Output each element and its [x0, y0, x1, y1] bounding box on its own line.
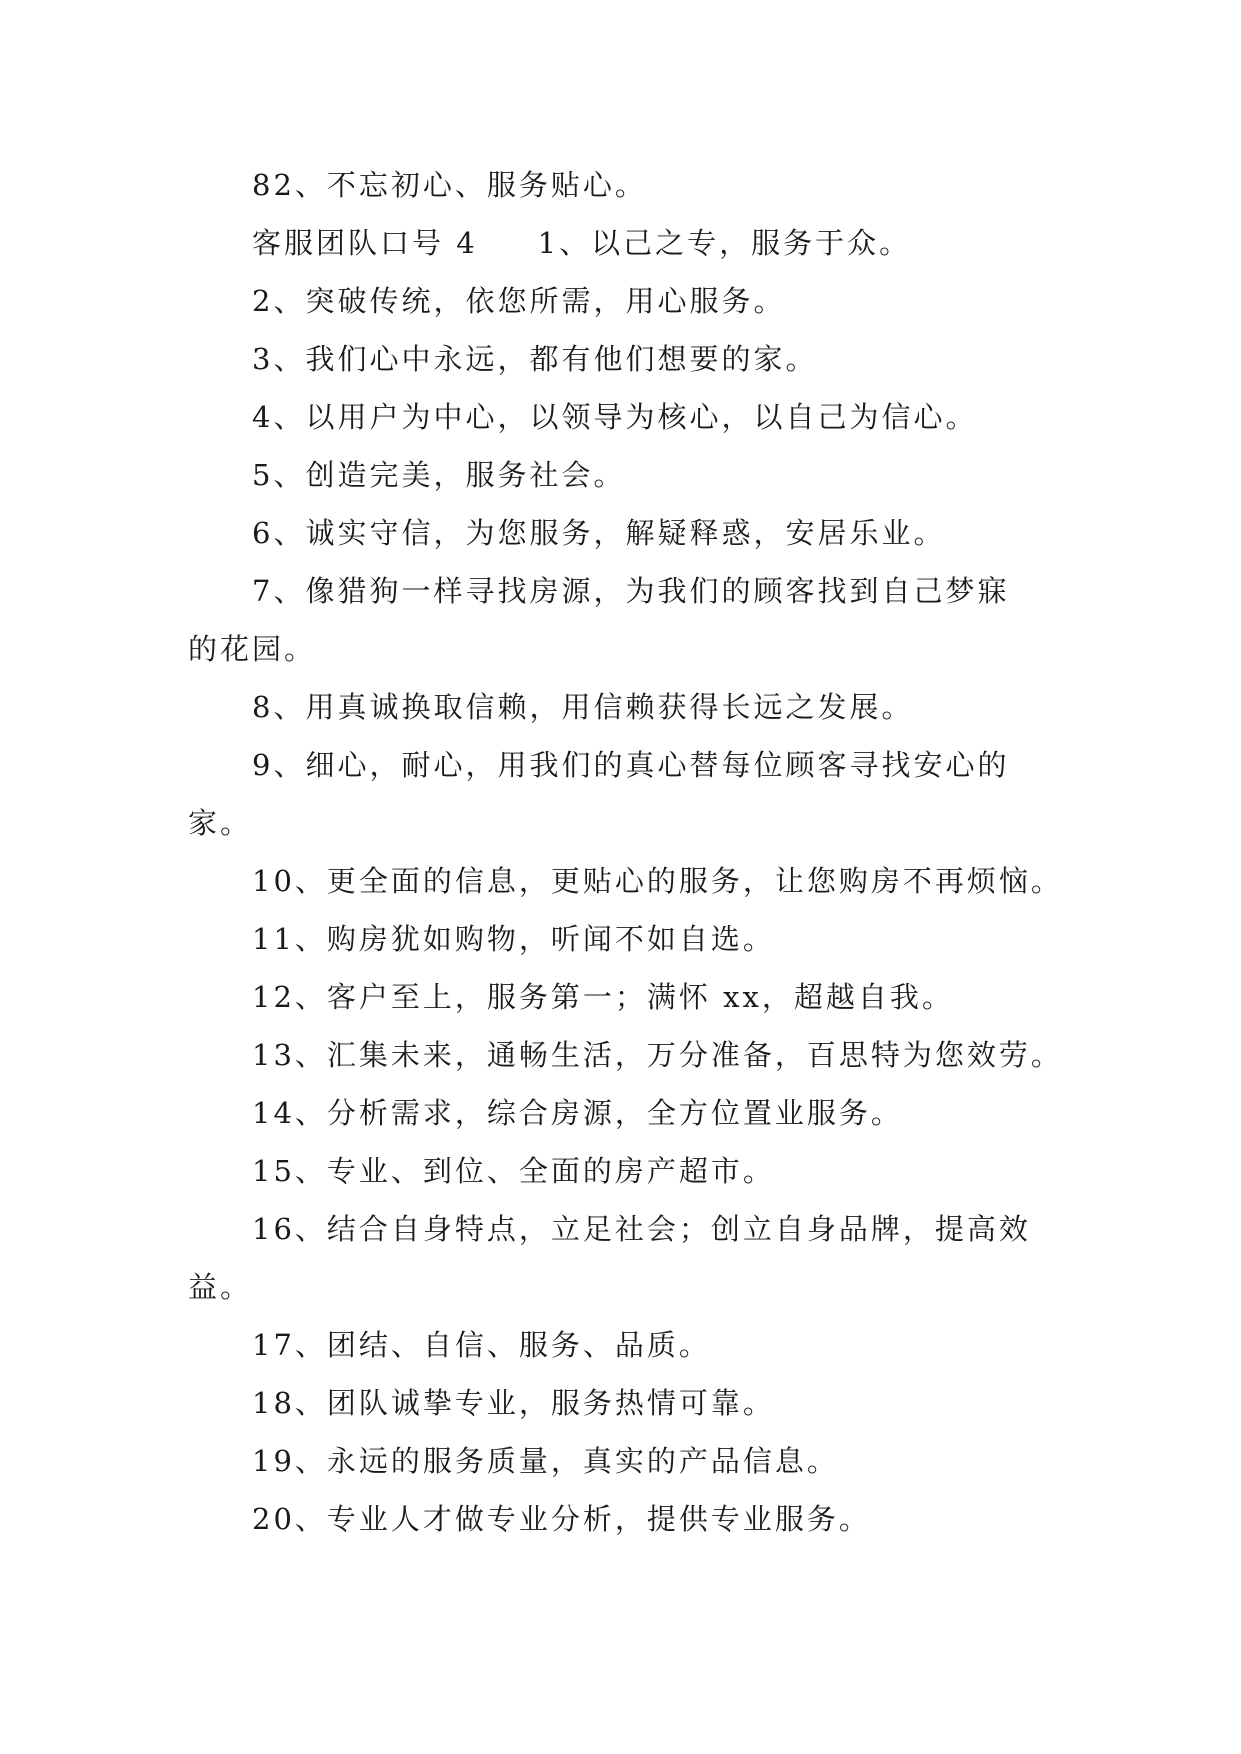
text-line: 16、结合自身特点，立足社会；创立自身品牌，提高效 [252, 1212, 1031, 1246]
text-line: 82、不忘初心、服务贴心。 [252, 168, 647, 202]
text-line: 13、汇集未来，通畅生活，万分准备，百思特为您效劳。 [252, 1038, 1063, 1072]
text-line: 家。 [188, 806, 253, 840]
text-line: 17、团结、自信、服务、品质。 [252, 1328, 711, 1362]
text-line: 3、我们心中永远，都有他们想要的家。 [252, 342, 818, 376]
text-line: 9、细心，耐心，用我们的真心替每位顾客寻找安心的 [252, 748, 1010, 782]
text-line: 11、购房犹如购物，听闻不如自选。 [252, 922, 775, 956]
text-line: 2、突破传统，依您所需，用心服务。 [252, 284, 786, 318]
text-line: 15、专业、到位、全面的房产超市。 [252, 1154, 775, 1188]
text-line: 5、创造完美，服务社会。 [252, 458, 626, 492]
text-line: 19、永远的服务质量，真实的产品信息。 [252, 1444, 839, 1478]
text-line: 7、像猎狗一样寻找房源，为我们的顾客找到自己梦寐 [252, 574, 1010, 608]
text-line: 益。 [188, 1270, 253, 1304]
text-line: 4、以用户为中心，以领导为核心，以自己为信心。 [252, 400, 978, 434]
text-line: 10、更全面的信息，更贴心的服务，让您购房不再烦恼。 [252, 864, 1063, 898]
text-line: 14、分析需求，综合房源，全方位置业服务。 [252, 1096, 903, 1130]
text-line: 8、用真诚换取信赖，用信赖获得长远之发展。 [252, 690, 914, 724]
text-line: 1、以己之专，服务于众。 [537, 226, 912, 260]
text-line: 12、客户至上，服务第一；满怀 xx，超越自我。 [252, 980, 954, 1014]
text-line: 的花园。 [188, 632, 317, 666]
text-line: 20、专业人才做专业分析，提供专业服务。 [252, 1502, 871, 1536]
text-line: 6、诚实守信，为您服务，解疑释惑，安居乐业。 [252, 516, 946, 550]
text-line [252, 223, 1122, 263]
section-heading: 客服团队口号 4 [252, 226, 478, 260]
text-line: 18、团队诚挚专业，服务热情可靠。 [252, 1386, 775, 1420]
